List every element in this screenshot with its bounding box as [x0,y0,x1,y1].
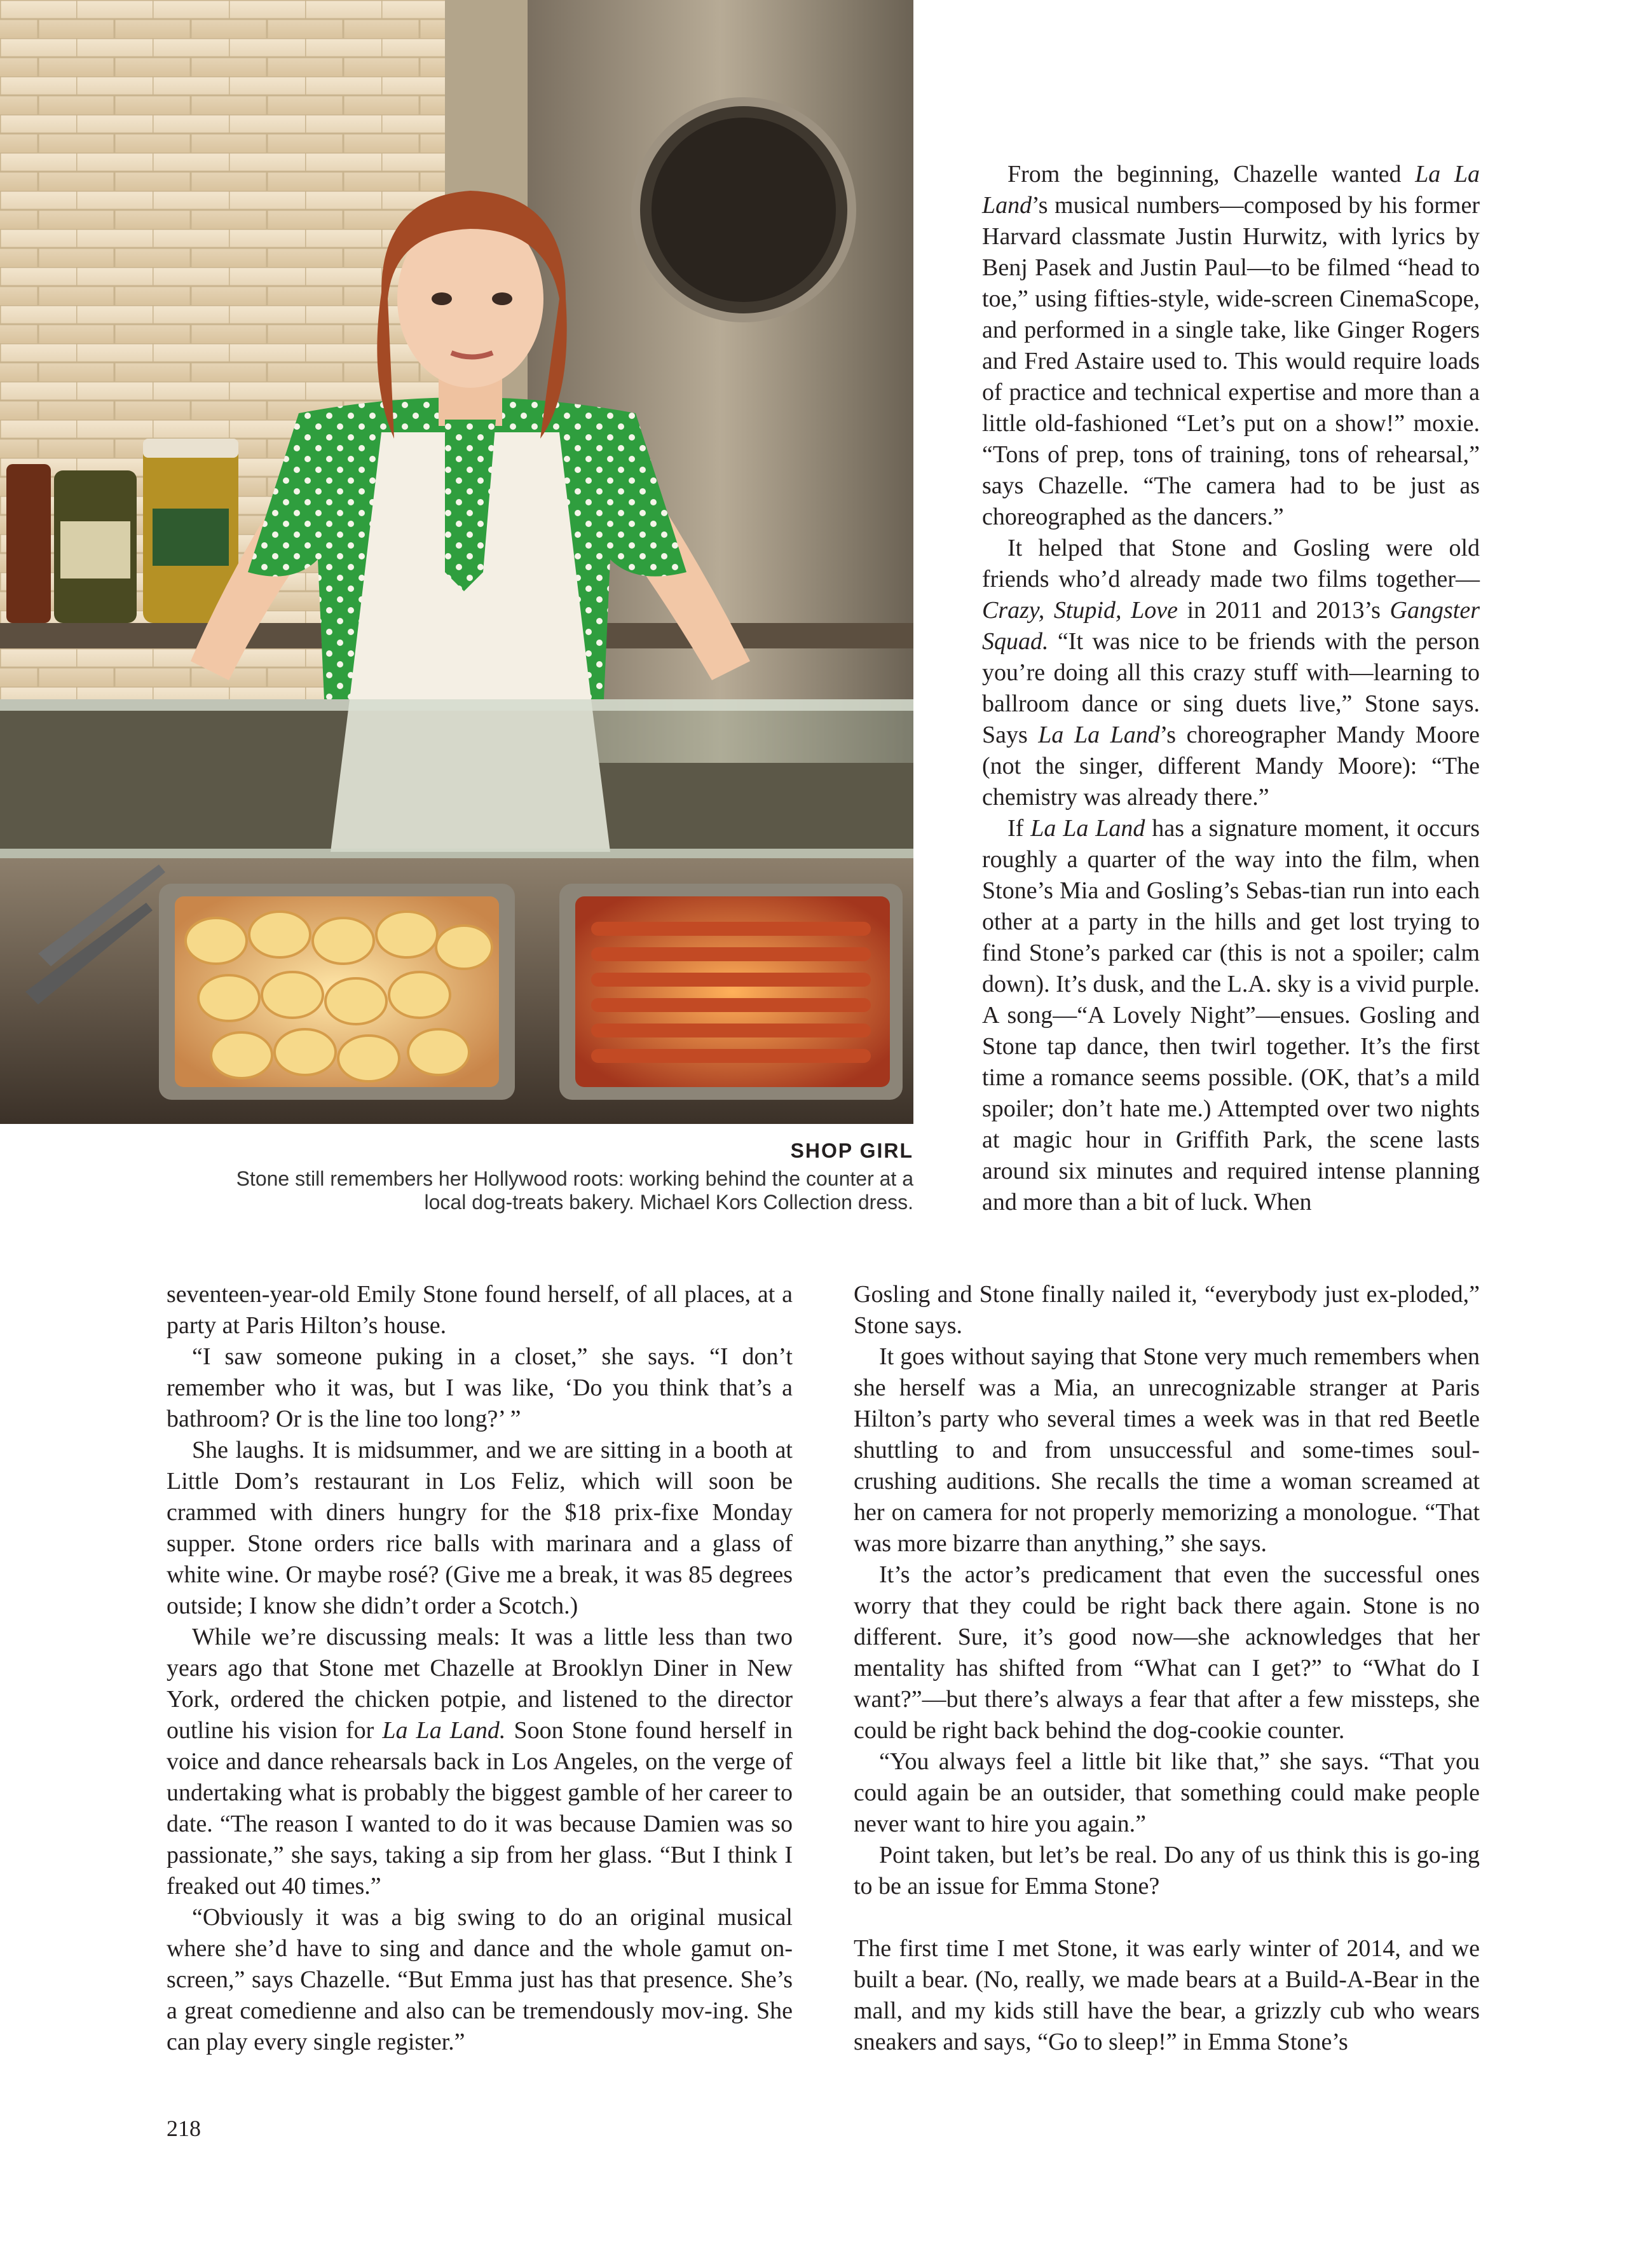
caption-text: Stone still remembers her Hollywood roots: working behind the counter at a local dog-treats bakery. Michael Kors Collection dress. [236,1167,913,1214]
right-column-bottom [854,1279,1480,2058]
paragraph: “I saw someone puking in a closet,” she says. “I don’t remember who it was, but I was like, ‘Do you think that’s a bathroom? Or is the line too long?’ ” [167,1343,793,1432]
left-column [167,1279,793,2058]
feature-photo [0,0,913,1124]
paragraph: It goes without saying that Stone very much remembers when she herself was a Mia, an unrecognizable stranger at Paris Hilton’s party who several times a week was in that red Beetle shuttling to and from unsuccessful and some-times soul-crushing auditions. She recalls the time a woman screamed at her on camera for not properly memorizing a monologue. “That was more bizarre than anything,” she says. [854,1343,1480,1557]
paragraph: From the beginning, Chazelle wanted La La Land’s musical numbers—composed by his former Harvard classmate Justin Hurwitz, with lyrics by Benj Pasek and Justin Paul—to be filmed “head to toe,” using fifties-style, wide-screen CinemaScope, and performed in a single take, like Ginger Rogers and Fred Astaire used to. This would require loads of practice and technical expertise and more than a little old-fashioned “Let’s put on a show!” moxie. “Tons of prep, tons of training, tons of rehearsal,” says Chazelle. “The camera had to be just as choreographed as the dancers.” [982,161,1480,530]
paragraph: If La La Land has a signature moment, it occurs roughly a quarter of the way into the film, when Stone’s Mia and Gosling’s Sebas-tian run into each other at a party in the hills and get lost trying to find Stone’s parked car (this is not a spoiler; calm down). It’s dusk, and the L.A. sky is a vivid purple. A song—“A Lovely Night”—ensues. Gosling and Stone tap dance, then twirl together. It’s the first time a romance seems possible. (OK, that’s a mild spoiler; don’t hate me.) Attempted over two nights at magic hour in Griffith Park, the scene lasts around six minutes and required intense planning and more than a bit of luck. When [982,815,1480,1215]
paragraph: She laughs. It is midsummer, and we are sitting in a booth at Little Dom’s restaurant in Los Feliz, which will soon be crammed with diners hungry for the $18 prix-fixe Monday supper. Stone orders rice balls with marinara and a glass of white wine. Or maybe rosé? (Give me a break, it was 85 degrees outside; I know she didn’t order a Scotch.) [167,1437,793,1619]
caption-kicker: SHOP GIRL [790,1139,913,1162]
page-number: 218 [167,2116,201,2141]
paragraph: seventeen-year-old Emily Stone found herself, of all places, at a party at Paris Hilton’s house. [167,1281,793,1339]
photo-caption [191,1138,913,1214]
paragraph: It’s the actor’s predicament that even the successful ones worry that they could be right back there again. Stone is no different. Sure, it’s good now—she acknowledges that her mentality has shifted from “What can I get?” to “What do I want?”—but there’s always a fear that after a few missteps, she could be right back behind the dog-cookie counter. [854,1561,1480,1744]
bakery-photo-illustration [0,0,913,1124]
paragraph: “You always feel a little bit like that,” she says. “That you could again be an outsider, that something could make people never want to hire you again.” [854,1748,1480,1837]
paragraph: It helped that Stone and Gosling were old friends who’d already made two films together—Crazy, Stupid, Love in 2011 and 2013’s Gangster Squad. “It was nice to be friends with the person you’re doing all this crazy stuff with—learning to ballroom dance or sing duets live,” Stone says. Says La La Land’s choreographer Mandy Moore (not the singer, different Mandy Moore): “The chemistry was already there.” [982,535,1480,811]
paragraph: The first time I met Stone, it was early winter of 2014, and we built a bear. (No, really, we made bears at a Build-A-Bear in the mall, and my kids still have the bear, a grizzly cub who wears sneakers and says, “Go to sleep!” in Emma Stone’s [854,1935,1480,2055]
paragraph: Gosling and Stone finally nailed it, “everybody just ex-ploded,” Stone says. [854,1281,1480,1339]
right-column-top [982,159,1480,1218]
paragraph: Point taken, but let’s be real. Do any of us think this is go-ing to be an issue for Emma Stone? [854,1842,1480,1900]
paragraph: “Obviously it was a big swing to do an original musical where she’d have to sing and dance and the whole gamut on-screen,” says Chazelle. “But Emma just has that presence. She’s a great comedienne and also can be tremendously mov-ing. She can play every single register.” [167,1904,793,2055]
paragraph: While we’re discussing meals: It was a little less than two years ago that Stone met Chazelle at Brooklyn Diner in New York, ordered the chicken potpie, and listened to the director outline his vision for La La Land. Soon Stone found herself in voice and dance rehearsals back in Los Angeles, on the verge of undertaking what is probably the biggest gamble of her career to date. “The reason I wanted to do it was because Damien was so passionate,” she says, taking a sip from her glass. “But I think I freaked out 40 times.” [167,1624,793,1900]
